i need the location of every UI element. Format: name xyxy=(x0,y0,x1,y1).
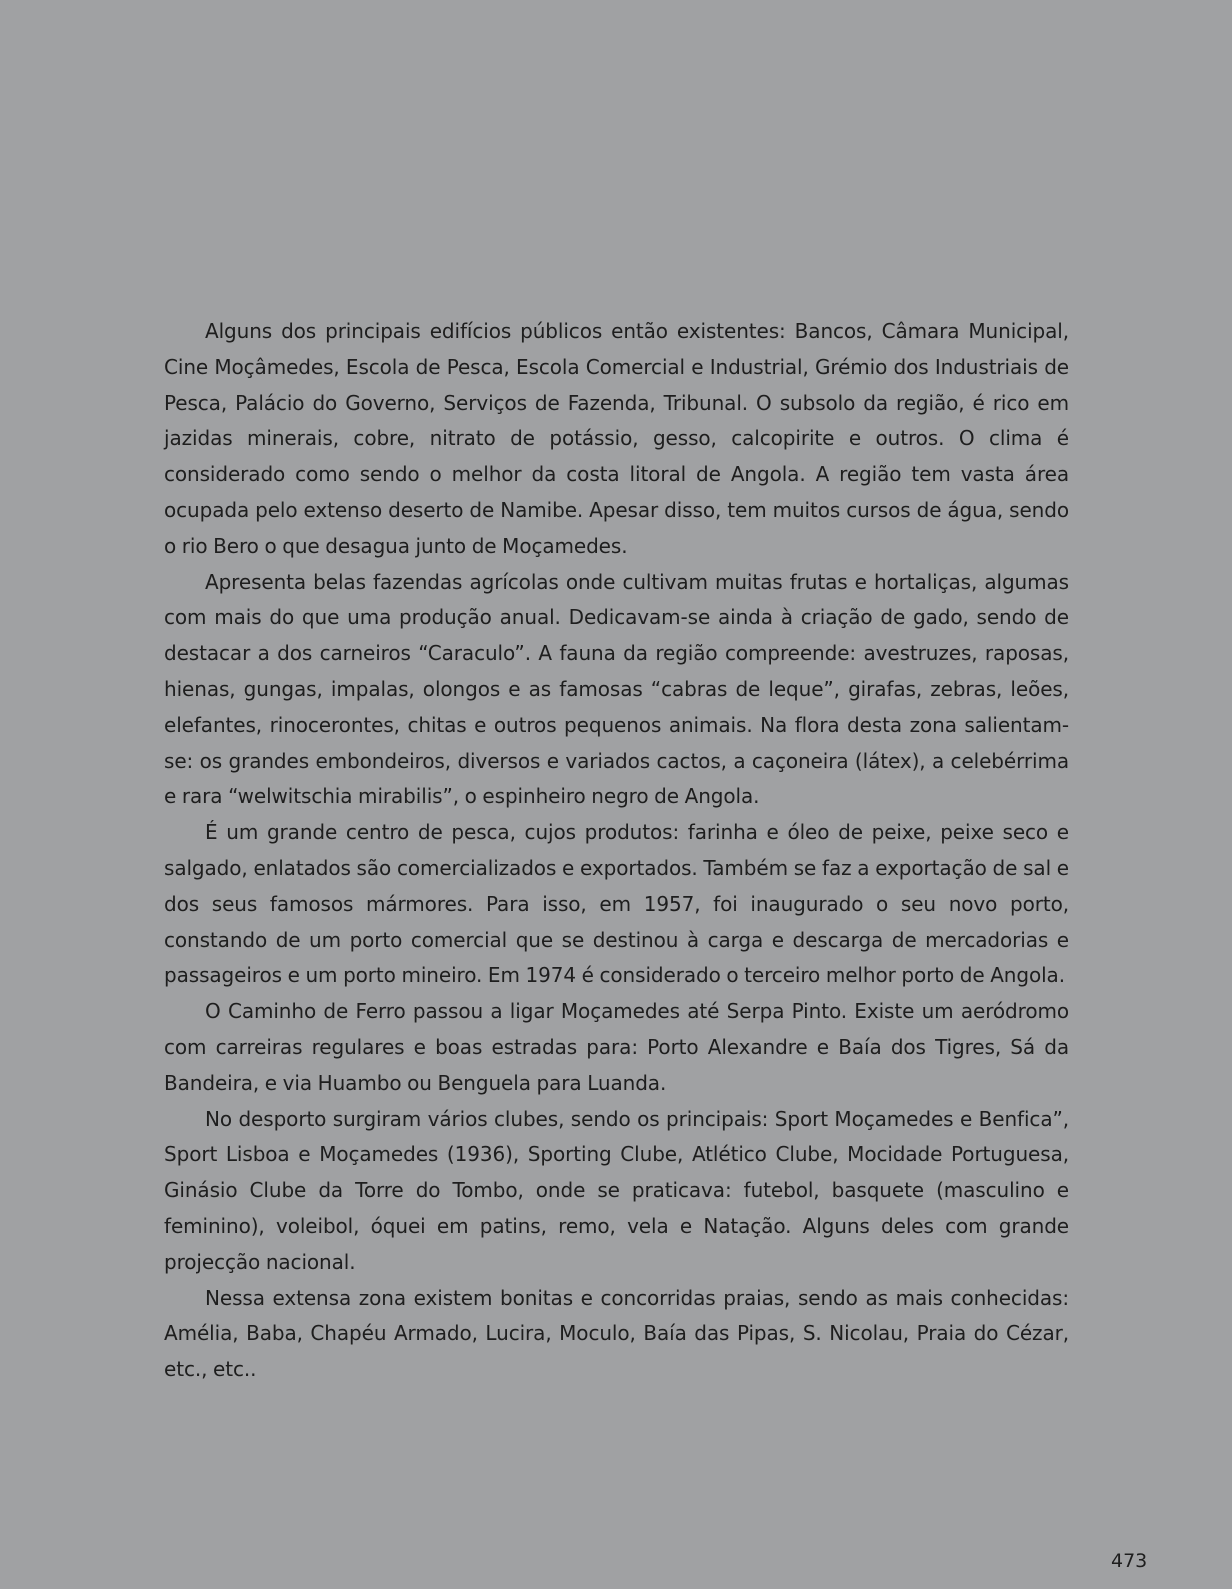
paragraph-sports-clubs: No desporto surgiram vários clubes, sendo os principais: Sport Moçamedes e Benfica”, Sport Lisboa e Moçamedes (1936), Sporting Clube, Atlético Clube, Mocidade Portuguesa, Ginásio Clube da Torre do Tombo, onde se praticava: futebol, basquete (masculino e feminino), voleibol, óquei em patins, remo, vela e Natação. Alguns deles com grande projecção nacional. xyxy=(164,1106,1069,1274)
paragraph-fishing-port: É um grande centro de pesca, cujos produtos: farinha e óleo de peixe, peixe seco e salgado, enlatados são comercializados e exportados. Também se faz a exportação de sal e dos seus famosos mármores. Para isso, em 1957, foi inaugurado o seu novo porto, constando de um porto comercial que se destinou à carga e descarga de mercadorias e passageiros e um porto mineiro. Em 1974 é considerado o terceiro melhor porto de Angola. xyxy=(164,820,1069,988)
paragraph-agriculture-fauna-flora: Apresenta belas fazendas agrícolas onde cultivam muitas frutas e hortaliças, algumas com mais do que uma produção anual. Dedicavam-se ainda à criação de gado, sendo de destacar a dos carneiros “Caraculo”. A fauna da região compreende: avestruzes, raposas, hienas, gungas, impalas, olongos e as famosas “cabras de leque”, girafas, zebras, leões, elefantes, rinocerontes, chitas e outros pequenos animais. Na flora desta zona salientam-se: os grandes embondeiros, diversos e variados cactos, a caçoneira (látex), a celebérrima e rara “welwitschia mirabilis”, o espinheiro negro de Angola. xyxy=(164,569,1069,809)
page-number: 473 xyxy=(1111,1550,1148,1572)
paragraph-public-buildings: Alguns dos principais edifícios públicos então existentes: Bancos, Câmara Municipal, Cine Moçâmedes, Escola de Pesca, Escola Comercial e Industrial, Grémio dos Industriais de Pesca, Palácio do Governo, Serviços de Fazenda, Tribunal. O subsolo da região, é rico em jazidas minerais, cobre, nitrato de potássio, gesso, calcopirite e outros. O clima é considerado como sendo o melhor da costa litoral de Angola. A região tem vasta área ocupada pelo extenso deserto de Namibe. Apesar disso, tem muitos cursos de água, sendo o rio Bero o que desagua junto de Moçamedes. xyxy=(164,319,1069,558)
body-text xyxy=(164,314,1069,1388)
paragraph-beaches: Nessa extensa zona existem bonitas e concorridas praias, sendo as mais conhecidas: Amélia, Baba, Chapéu Armado, Lucira, Moculo, Baía das Pipas, S. Nicolau, Praia do Cézar, etc., etc.. xyxy=(164,1285,1069,1382)
paragraph-railway-roads: O Caminho de Ferro passou a ligar Moçamedes até Serpa Pinto. Existe um aeródromo com carreiras regulares e boas estradas para: Porto Alexandre e Baía dos Tigres, Sá da Bandeira, e via Huambo ou Benguela para Luanda. xyxy=(164,999,1069,1095)
